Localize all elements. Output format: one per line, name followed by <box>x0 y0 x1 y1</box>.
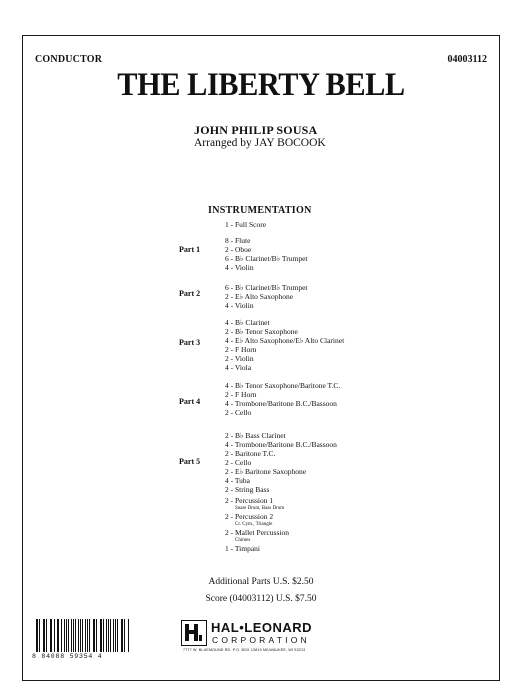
instrument-group <box>225 318 344 372</box>
instrument-line: 2 - Percussion 2 <box>225 512 274 521</box>
instrument-line: 2 - B♭ Tenor Saxophone <box>225 327 298 336</box>
instrument-line: 2 - E♭ Baritone Saxophone <box>225 467 307 476</box>
instrumentation-heading: INSTRUMENTATION <box>208 205 312 216</box>
instrument-group <box>225 283 308 310</box>
arranger: Arranged by JAY BOCOOK <box>194 137 326 149</box>
barcode-bars <box>36 619 129 652</box>
instrument-line: 4 - Trombone/Baritone B.C./Bassoon <box>225 440 337 449</box>
instrument-line: 2 - Percussion 1 <box>225 496 274 505</box>
instrument-line: 2 - E♭ Alto Saxophone <box>225 292 294 301</box>
instrument-note: Snare Drum, Bass Drum <box>235 506 285 511</box>
instrument-group <box>225 431 337 494</box>
part-label: Part 5 <box>179 457 201 466</box>
composer: JOHN PHILIP SOUSA <box>194 123 318 137</box>
instrument-line: 4 - Tuba <box>225 476 251 485</box>
part-label: Part 4 <box>179 397 201 406</box>
instrument-line: 2 - String Bass <box>225 485 270 494</box>
barcode-bar <box>115 619 116 652</box>
publisher-corporation: CORPORATION <box>212 635 310 645</box>
part-label: Part 2 <box>179 289 201 298</box>
part-label: Part 1 <box>179 245 201 254</box>
instrument-line: 2 - B♭ Bass Clarinet <box>225 431 286 440</box>
hal-leonard-logo-icon <box>181 620 207 646</box>
instrument-line: 2 - F Horn <box>225 390 257 399</box>
instrument-line: 6 - B♭ Clarinet/B♭ Trumpet <box>225 283 308 292</box>
catalog-number: 04003112 <box>447 54 487 65</box>
instrument-line: 8 - Flute <box>225 236 251 245</box>
instrument-line: 2 - Cello <box>225 408 252 417</box>
part-name: CONDUCTOR <box>35 54 103 65</box>
instrument-line: 2 - Baritone T.C. <box>225 449 276 458</box>
score-price: Score (04003112) U.S. $7.50 <box>205 594 317 604</box>
instrument-line: 2 - F Horn <box>225 345 257 354</box>
instrument-group <box>225 496 289 553</box>
instrument-line: 2 - Violin <box>225 354 254 363</box>
full-score-line: 1 - Full Score <box>225 220 267 229</box>
instrument-line: 6 - B♭ Clarinet/B♭ Trumpet <box>225 254 308 263</box>
publisher-logo <box>181 620 343 654</box>
instrument-group <box>225 236 308 272</box>
instrument-line: 4 - B♭ Clarinet <box>225 318 270 327</box>
instrument-line: 4 - E♭ Alto Saxophone/E♭ Alto Clarinet <box>225 336 345 345</box>
barcode-number: 8 84088 59354 4 <box>32 653 103 660</box>
publisher-address: 7777 W. BLUEMOUND RD. P.O. BOX 13819 MILWAUKEE, WI 53213 <box>183 648 306 652</box>
additional-parts-price: Additional Parts U.S. $2.50 <box>208 577 314 587</box>
instrument-line: 2 - Cello <box>225 458 252 467</box>
instrument-line: 4 - Viola <box>225 363 252 372</box>
page-title: THE LIBERTY BELL <box>117 67 405 103</box>
instrument-group <box>225 381 340 417</box>
instrument-note: Chimes <box>235 538 251 543</box>
barcode-bar <box>68 619 69 652</box>
instrument-line: 4 - Violin <box>225 301 254 310</box>
barcode-bar <box>89 619 90 652</box>
instrument-line: 2 - Mallet Percussion <box>225 528 289 537</box>
instrument-line: 2 - Oboe <box>225 245 252 254</box>
instrument-line: 4 - B♭ Tenor Saxophone/Baritone T.C. <box>225 381 341 390</box>
instrument-line: 4 - Trombone/Baritone B.C./Bassoon <box>225 399 337 408</box>
publisher-name: HAL•LEONARD <box>211 620 313 635</box>
instrument-line: 1 - Timpani <box>225 544 261 553</box>
score-cover-page <box>22 35 500 681</box>
instrument-line: 4 - Violin <box>225 263 254 272</box>
barcode-bar <box>46 619 47 652</box>
barcode <box>32 619 129 661</box>
instrument-note: Cr. Cym., Triangle <box>235 522 273 527</box>
part-label: Part 3 <box>179 338 201 347</box>
